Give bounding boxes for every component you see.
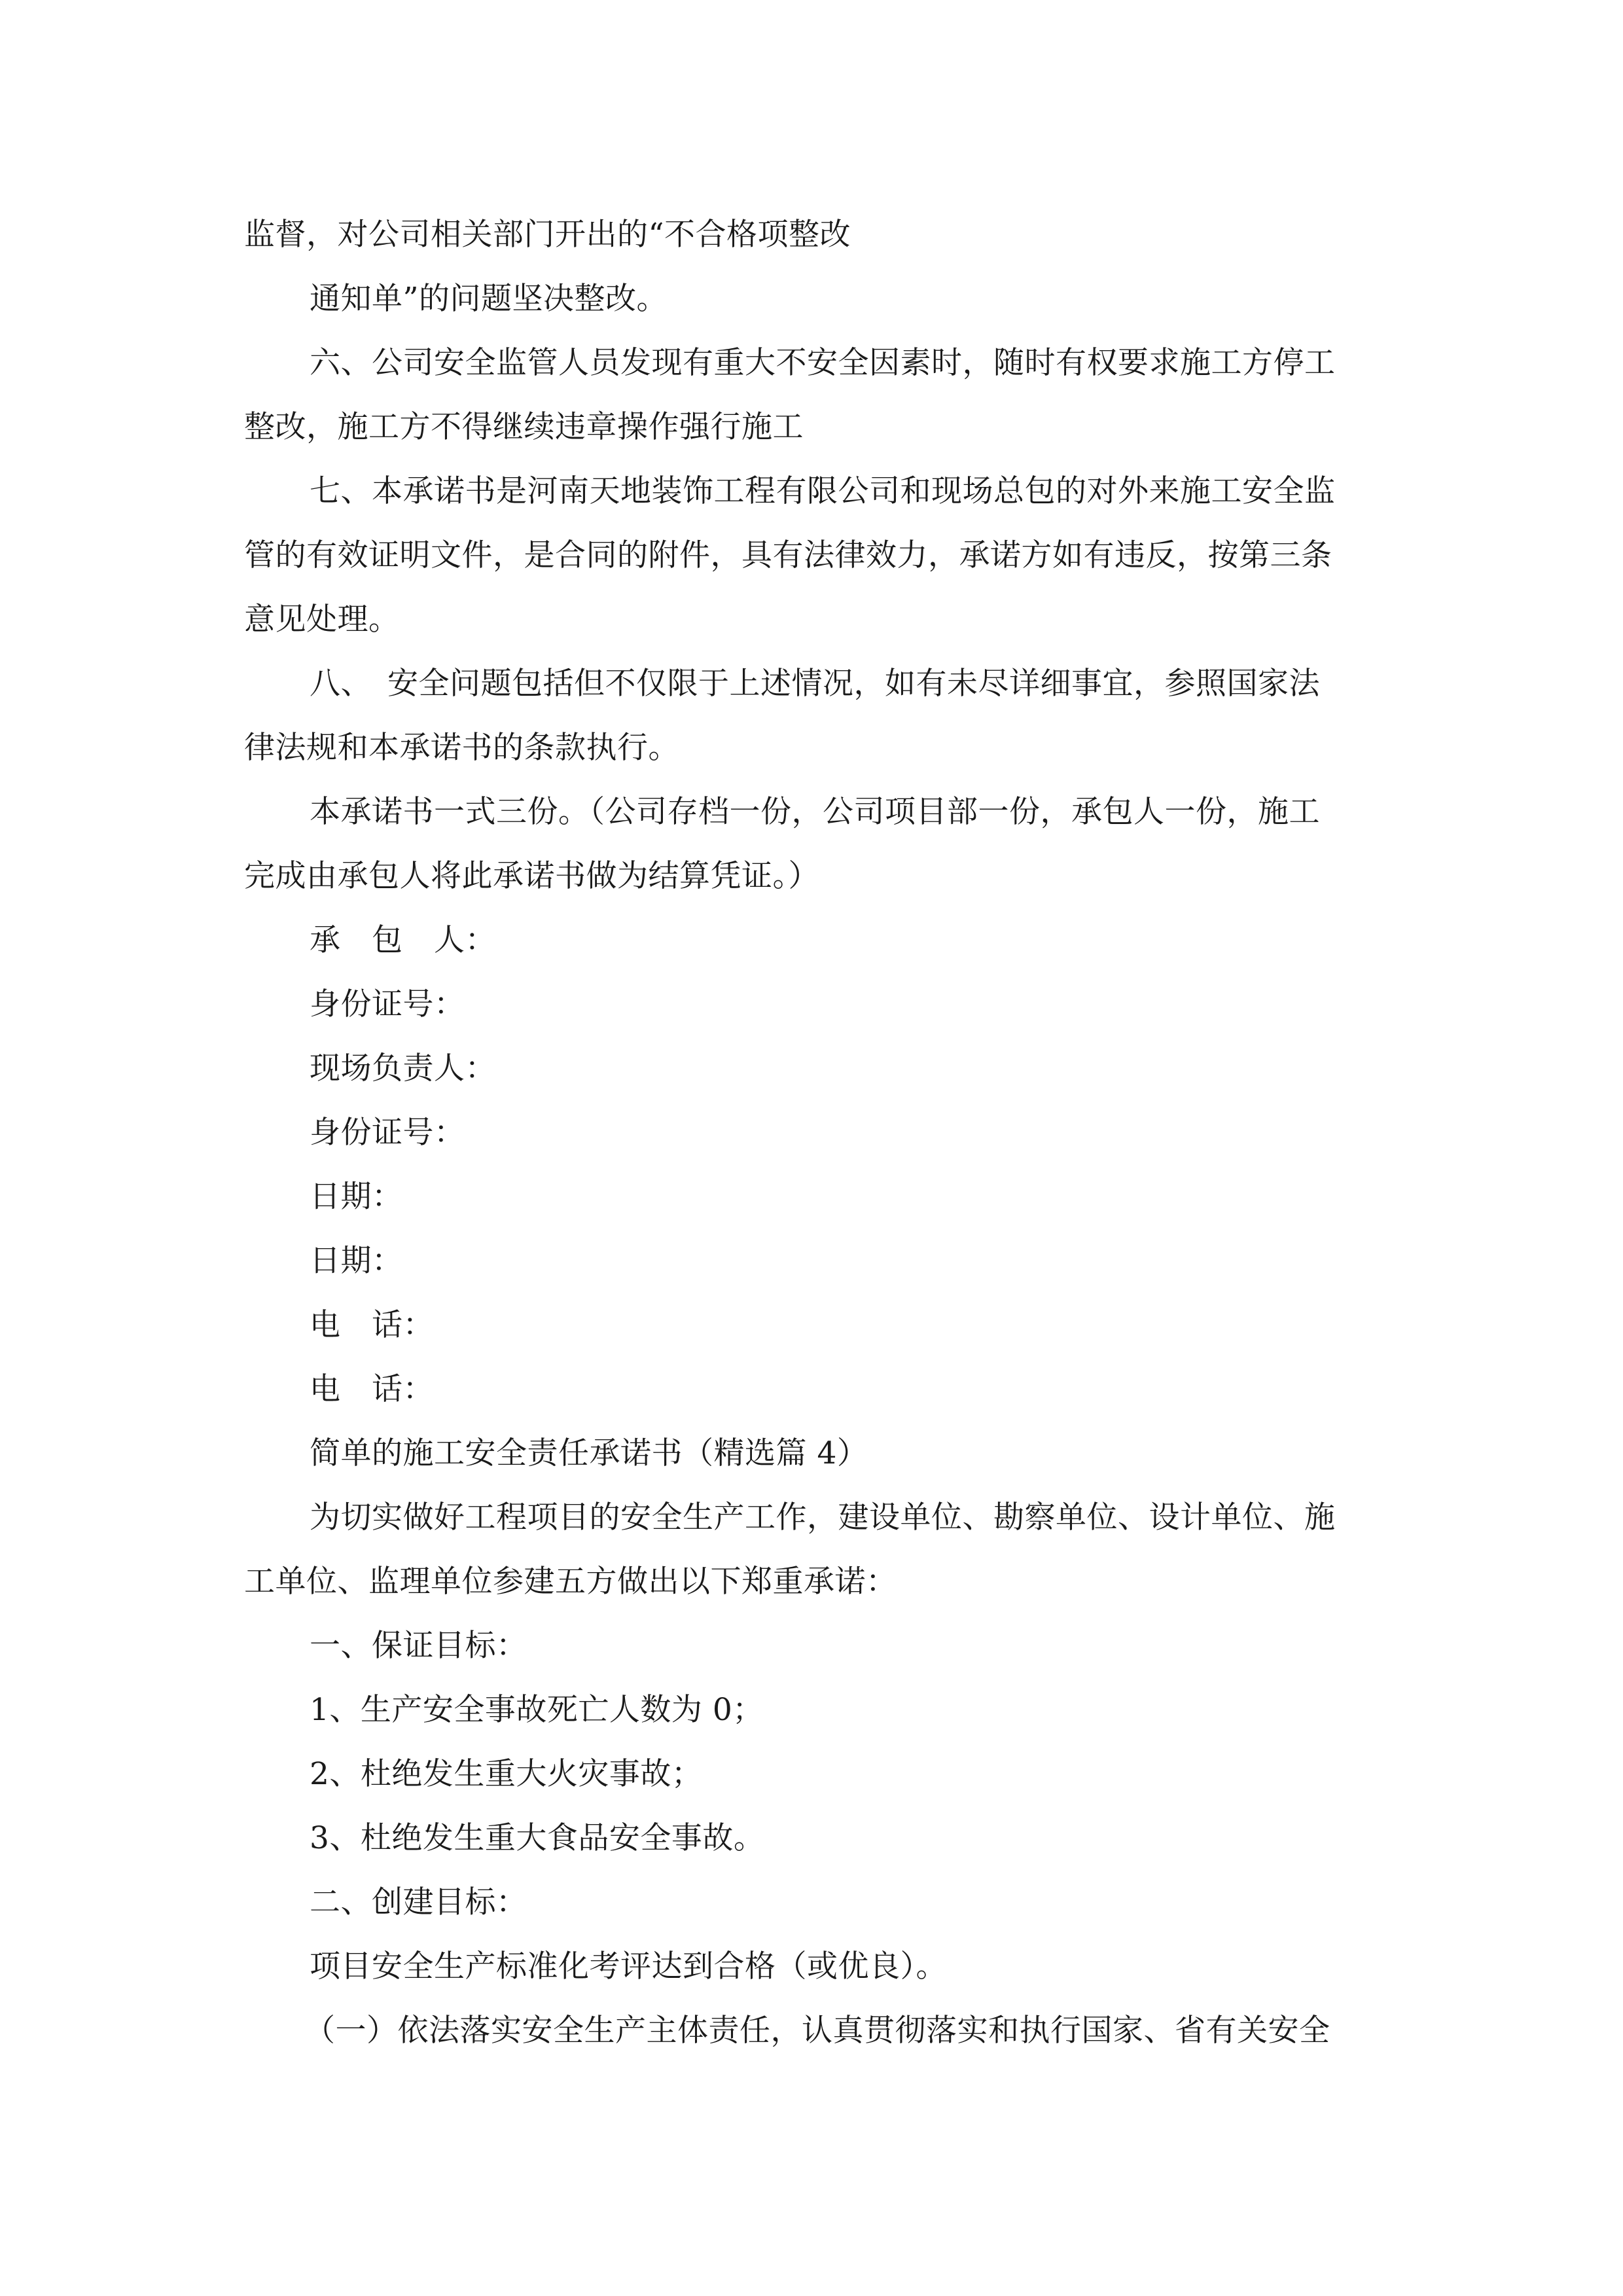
text-line: （一）依法落实安全生产主体责任，认真贯彻落实和执行国家、省有关安全 [304,2013,1330,2049]
list-item: 1、生产安全事故死亡人数为 0； [310,1692,764,1728]
document-body [244,203,1386,2063]
signature-field-label: 电 话： [310,1307,434,1343]
signature-field-label: 承 包 人： [310,922,496,958]
section-heading: 简单的施工安全责任承诺书（精选篇 4） [310,1435,868,1471]
text-line: 完成由承包人将此承诺书做为结算凭证。） [244,858,819,894]
text-line: 七、本承诺书是河南天地装饰工程有限公司和现场总包的对外来施工安全监 [310,473,1336,509]
text-line: 管的有效证明文件，是合同的附件，具有法律效力，承诺方如有违反，按第三条 [244,537,1332,573]
text-line: 二、创建目标： [310,1884,527,1920]
text-line: 通知单”的问题坚决整改。 [310,281,668,317]
text-line: 工单位、监理单位参建五方做出以下郑重承诺： [244,1564,897,1600]
text-line: 本承诺书一式三份。（公司存档一份，公司项目部一份，承包人一份，施工 [310,794,1320,830]
signature-field-label: 身份证号： [310,1115,465,1151]
signature-field-label: 日期： [310,1179,403,1215]
list-item: 2、杜绝发生重大火灾事故； [310,1756,703,1792]
text-line: 整改，施工方不得继续违章操作强行施工 [244,409,804,445]
signature-field-label: 现场负责人： [310,1050,496,1086]
text-line: 一、保证目标： [310,1628,527,1664]
text-line: 律法规和本承诺书的条款执行。 [244,730,679,766]
text-line: 项目安全生产标准化考评达到合格（或优良）。 [310,1948,947,1984]
text-line: 监督，对公司相关部门开出的“不合格项整改 [244,217,851,253]
signature-field-label: 电 话： [310,1371,434,1407]
text-line: 六、公司安全监管人员发现有重大不安全因素时，随时有权要求施工方停工 [310,345,1336,381]
list-item: 3、杜绝发生重大食品安全事故。 [310,1820,765,1856]
text-line: 为切实做好工程项目的安全生产工作，建设单位、勘察单位、设计单位、施 [310,1499,1336,1535]
signature-field-label: 日期： [310,1243,403,1279]
text-line: 意见处理。 [244,601,400,637]
text-line: 八、 安全问题包括但不仅限于上述情况，如有未尽详细事宜，参照国家法 [310,666,1320,702]
signature-field-label: 身份证号： [310,986,465,1022]
